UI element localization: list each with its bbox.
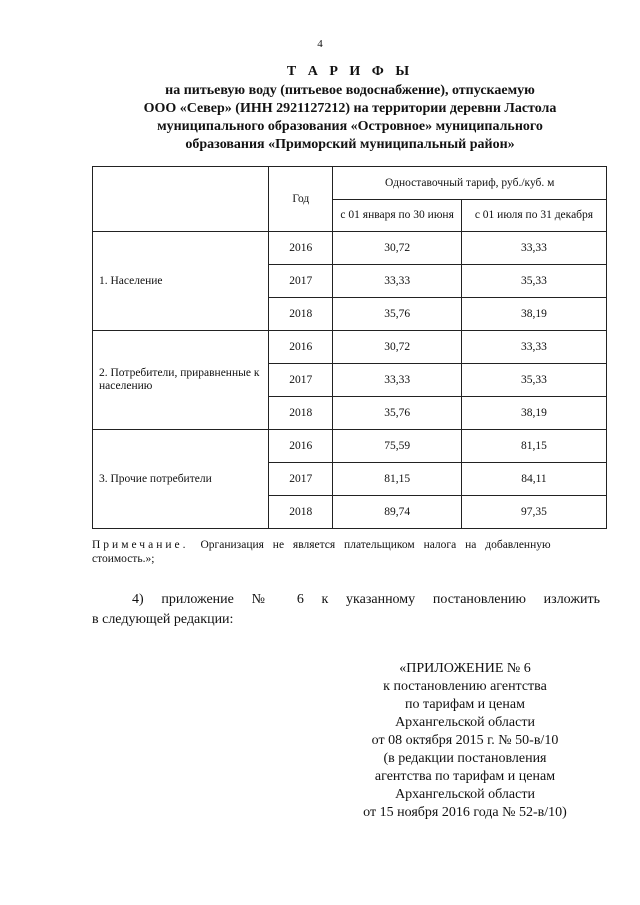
period1-header-cell: с 01 января по 30 июня: [333, 200, 462, 232]
heading-line: образования «Приморский муниципальный район»: [185, 137, 515, 152]
tariff-cell: 35,33: [461, 364, 606, 397]
table-row: [93, 232, 607, 265]
amendment-line: 4) приложение № 6 к указанному постановлению изложить: [132, 592, 600, 607]
category-cell: 1. Население: [93, 232, 269, 331]
year-cell: 2017: [269, 265, 333, 298]
appendix-line: Архангельской области: [395, 787, 535, 802]
heading-line: ООО «Север» (ИНН 2921127212) на территории деревни Ластола: [143, 101, 557, 116]
year-cell: 2016: [269, 430, 333, 463]
year-cell: 2018: [269, 397, 333, 430]
amendment-paragraph: [92, 590, 600, 630]
table-row: [93, 331, 607, 364]
year-cell: 2018: [269, 298, 333, 331]
tariff-heading: [100, 82, 600, 154]
appendix-line: (в редакции постановления: [383, 751, 547, 766]
appendix-line: «ПРИЛОЖЕНИЕ № 6: [399, 661, 531, 676]
appendix-line: Архангельской области: [395, 715, 535, 730]
year-cell: 2016: [269, 232, 333, 265]
tariff-cell: 81,15: [461, 430, 606, 463]
tariff-header-cell: Одноставочный тариф, руб./куб. м: [333, 167, 607, 200]
tariff-cell: 38,19: [461, 298, 606, 331]
tariff-cell: 35,33: [461, 265, 606, 298]
note-text: Организация не является плательщиком налога на добавленную стоимость.»;: [92, 539, 551, 565]
document-title: Т А Р И Ф Ы: [286, 64, 414, 79]
tariff-cell: 33,33: [461, 232, 606, 265]
year-cell: 2017: [269, 364, 333, 397]
tariff-cell: 30,72: [333, 331, 462, 364]
appendix-line: по тарифам и ценам: [405, 697, 525, 712]
appendix-line: агентства по тарифам и ценам: [374, 769, 556, 784]
tariff-table: [92, 166, 607, 529]
year-cell: 2017: [269, 463, 333, 496]
year-header-cell: Год: [269, 167, 333, 232]
year-cell: 2018: [269, 496, 333, 529]
amendment-line: в следующей редакции:: [92, 612, 234, 627]
tariff-cell: 35,76: [333, 397, 462, 430]
table-note: [92, 538, 600, 566]
tariff-cell: 75,59: [333, 430, 462, 463]
period2-header-cell: с 01 июля по 31 декабря: [461, 200, 606, 232]
category-cell: 2. Потребители, приравненные к населению: [93, 331, 269, 430]
table-header-row: [93, 167, 607, 200]
tariff-cell: 33,33: [333, 265, 462, 298]
tariff-cell: 38,19: [461, 397, 606, 430]
appendix-line: к постановлению агентства: [383, 679, 547, 694]
appendix-block: [330, 660, 600, 822]
tariff-cell: 35,76: [333, 298, 462, 331]
table-row: [93, 430, 607, 463]
tariff-cell: 33,33: [461, 331, 606, 364]
category-cell: 3. Прочие потребители: [93, 430, 269, 529]
tariff-cell: 33,33: [333, 364, 462, 397]
tariff-cell: 89,74: [333, 496, 462, 529]
tariff-cell: 30,72: [333, 232, 462, 265]
heading-line: муниципального образования «Островное» муниципального: [157, 119, 543, 134]
year-cell: 2016: [269, 331, 333, 364]
tariff-cell: 81,15: [333, 463, 462, 496]
category-header-cell: [93, 167, 269, 232]
appendix-line: от 08 октября 2015 г. № 50-в/10: [371, 733, 559, 748]
tariff-cell: 97,35: [461, 496, 606, 529]
tariff-cell: 84,11: [461, 463, 606, 496]
note-label: Примечание.: [92, 539, 189, 551]
page-number: 4: [317, 38, 323, 50]
heading-line: на питьевую воду (питьевое водоснабжение), отпускаемую: [165, 83, 535, 98]
appendix-line: от 15 ноября 2016 года № 52-в/10): [363, 805, 567, 820]
